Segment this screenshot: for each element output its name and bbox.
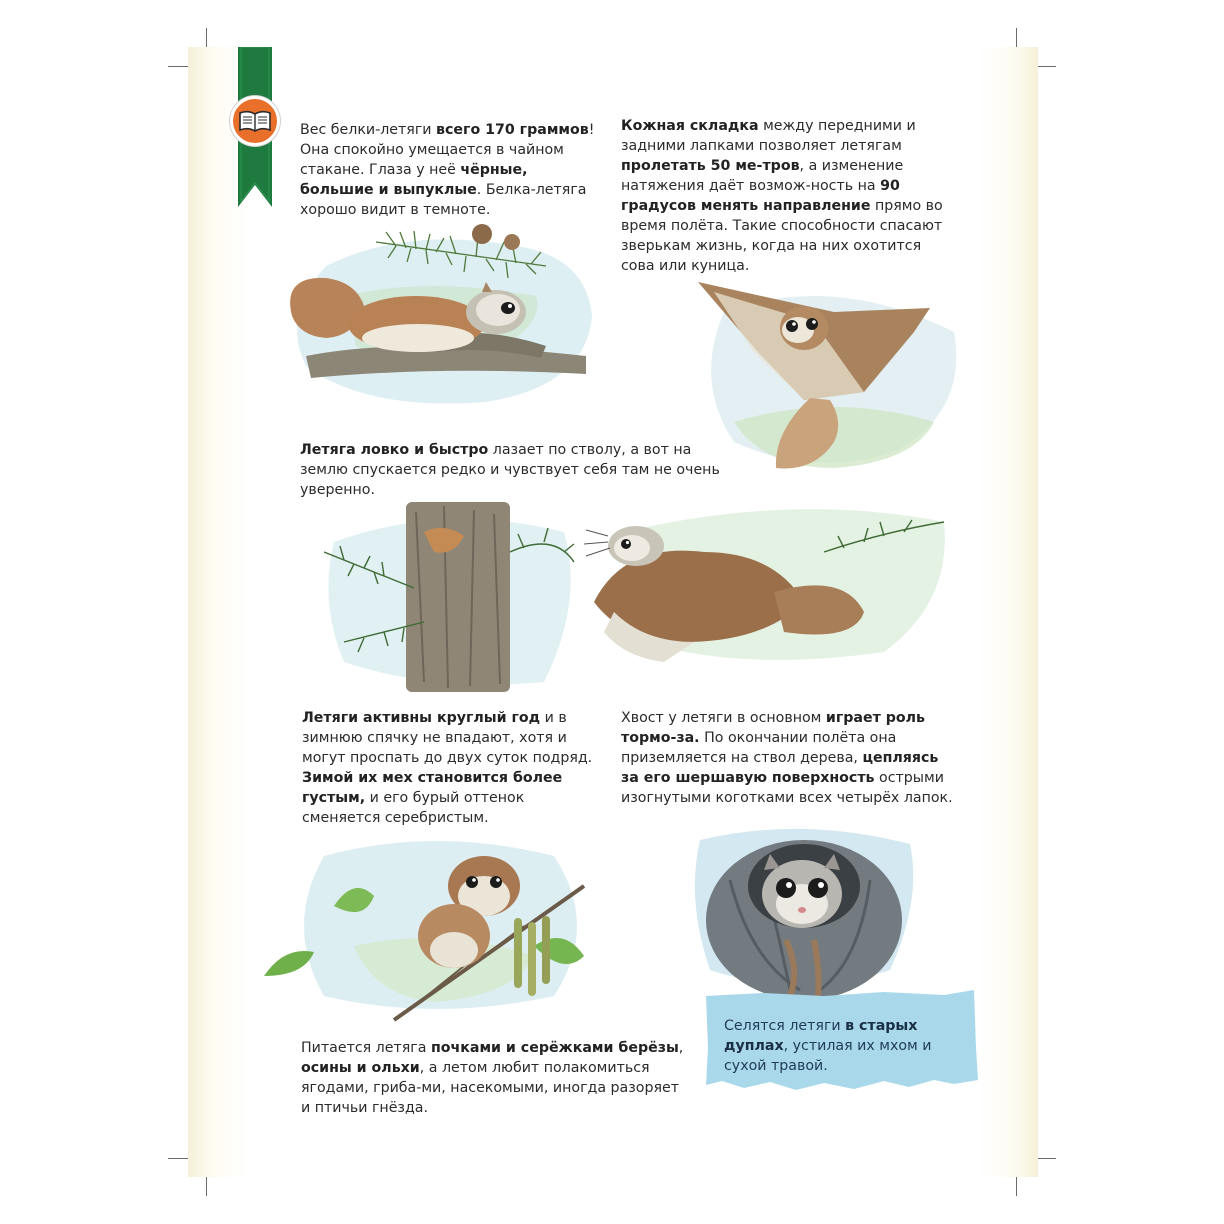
text-skin-fold-run: Кожная складка: [621, 118, 759, 134]
crop-mark: [168, 66, 188, 67]
text-weight-run: . Белка-летяга хорошо видит в темноте.: [300, 182, 587, 218]
text-skin-fold-run: прямо во время полёта. Такие способности спасают зверькам жизнь, когда на них охотится сова или куница.: [621, 198, 943, 274]
text-skin-fold-run: 90 градусов менять направление: [621, 178, 900, 214]
open-book-icon: [233, 99, 277, 143]
text-skin-fold: [621, 116, 951, 276]
crop-mark: [1036, 1158, 1056, 1159]
book-badge: [230, 96, 280, 146]
text-skin-fold-run: пролетать 50 ме-тров: [621, 158, 800, 174]
squirrel-on-branch-illustration: [286, 206, 604, 416]
text-food-run: почками и серёжками берёзы: [430, 1040, 679, 1056]
text-nest-note: [724, 1016, 964, 1076]
crop-mark: [206, 28, 207, 48]
text-climbing-run: лазает по стволу, а вот на землю спускается редко и чувствует себя там не очень уверенно.: [300, 442, 720, 498]
text-weight-run: всего 170 граммов: [436, 122, 589, 138]
text-tail: [621, 708, 956, 808]
text-skin-fold-run: между передними и задними лапками позволяет летягам: [621, 118, 916, 154]
squirrel-in-hollow-illustration: [690, 820, 920, 1000]
crop-mark: [168, 1158, 188, 1159]
crop-mark: [1036, 66, 1056, 67]
squirrel-on-birch-illustration: [264, 826, 600, 1022]
text-active-run: и в зимнюю спячку не впадают, хотя и могут проспать до двух суток подряд.: [302, 710, 593, 766]
text-nest-note-run: , устилая их мхом и сухой травой.: [724, 1038, 932, 1074]
text-weight-run: ! Она спокойно умещается в чайном стакане. Глаза у неё: [300, 122, 595, 178]
text-active: [302, 708, 602, 828]
text-tail-run: Хвост у летяги в основном: [621, 710, 826, 726]
text-food-run: осины и ольхи: [301, 1060, 420, 1076]
text-weight-run: чёрные, большие и выпуклые: [300, 162, 528, 198]
text-weight-run: Вес белки-летяги: [300, 122, 437, 138]
squirrel-on-trunk-illustration: [324, 492, 952, 692]
text-climbing: [300, 440, 730, 500]
text-nest-note-run: Селятся летяги: [724, 1018, 846, 1034]
text-nest-note-run: в старых дуплах: [724, 1018, 918, 1054]
text-skin-fold-run: , а изменение натяжения даёт возмож-ность на: [621, 158, 904, 194]
crop-mark: [206, 1176, 207, 1196]
crop-mark: [1016, 28, 1017, 48]
text-tail-run: острыми изогнутыми коготками всех четырёх лапок.: [621, 770, 953, 806]
text-tail-run: цепляясь за его шершавую поверхность: [621, 750, 939, 786]
text-food: [301, 1038, 691, 1118]
text-food-run: , а летом любит полакомиться ягодами, гриба-ми, насекомыми, иногда разоряет и птичьи гнёзда.: [301, 1060, 679, 1116]
text-active-run: Летяги активны круглый год: [302, 710, 541, 726]
crop-mark: [1016, 1176, 1017, 1196]
text-tail-run: По окончании полёта она приземляется на ствол дерева,: [621, 730, 897, 766]
gliding-squirrel-illustration: [694, 272, 968, 478]
text-weight: [300, 120, 600, 220]
text-food-run: ,: [678, 1040, 684, 1056]
text-active-run: Зимой их мех становится более густым,: [302, 770, 563, 806]
text-tail-run: играет роль тормо-за.: [621, 710, 926, 746]
text-climbing-run: Летяга ловко и быстро: [300, 442, 489, 458]
text-food-run: Питается летяга: [301, 1040, 431, 1056]
text-active-run: и его бурый оттенок сменяется серебристым.: [302, 790, 525, 826]
